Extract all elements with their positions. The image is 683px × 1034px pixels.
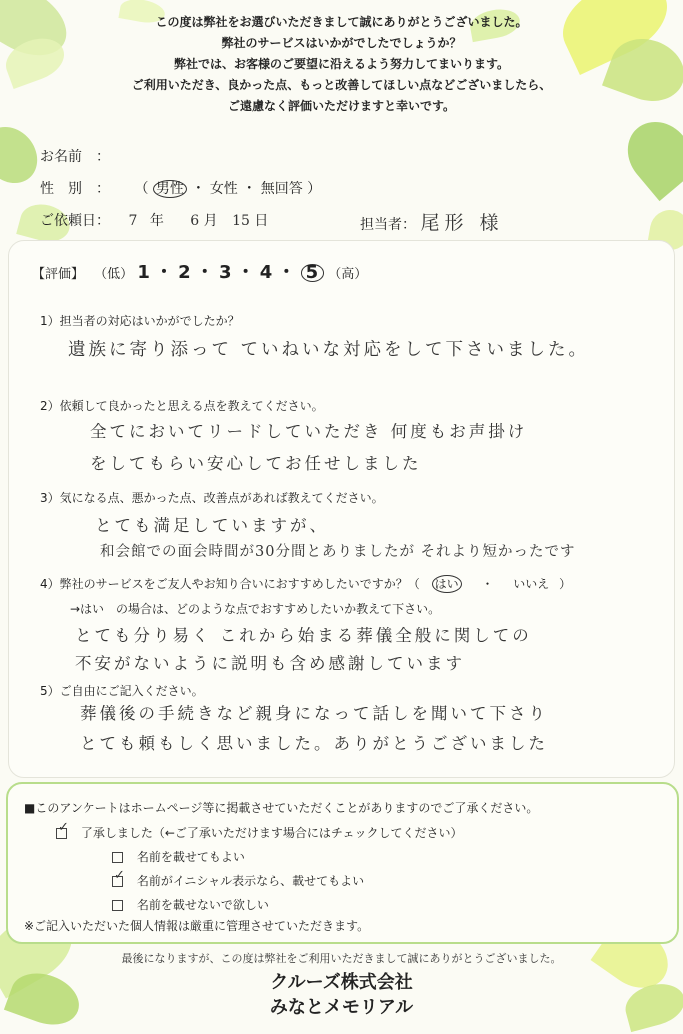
answer-1-line-1: 遺族に寄り添って ていねいな対応をして下さいました。	[68, 340, 590, 360]
question-4-close: ）	[559, 577, 572, 591]
name-label: お名前 ：	[40, 149, 110, 165]
answer-4-line-2: 不安がないように説明も含め感謝しています	[75, 654, 465, 673]
staff-label: 担当者：	[360, 217, 416, 233]
answer-4-line-1: とても分り易く これから始まる葬儀全般に関しての	[75, 626, 532, 645]
date-day: 15	[232, 213, 250, 229]
answer-5-line-1: 葬儀後の手続きなど親身になって話しを聞いて下さり	[80, 704, 548, 723]
greeting-message	[80, 12, 603, 117]
date-day-unit: 日	[254, 213, 269, 229]
date-year: 7	[128, 213, 138, 229]
rating-low-label: （低）	[94, 267, 134, 282]
staff-value: 尾形 様	[420, 212, 504, 234]
rating-option-1[interactable]: 1	[137, 262, 151, 283]
option-checkbox-initials-ok[interactable]	[112, 876, 123, 887]
question-4	[40, 575, 571, 593]
brand-name: みなとメモリアル	[269, 997, 414, 1018]
gender-option-male-selected[interactable]: 男性	[153, 180, 187, 198]
consent-option-row	[112, 872, 364, 889]
gender-open-paren: （	[134, 181, 149, 197]
answer-3-line-2: 和会館での面会時間が30分間とありましたが それより短かったです	[100, 544, 576, 560]
recommend-no[interactable]: いいえ	[513, 577, 550, 591]
option-label: 名前がイニシャル表示なら、載せてもよい	[136, 874, 365, 888]
gender-separator: ・	[191, 181, 206, 197]
greeting-line: 弊社では、お客様のご要望に沿えるよう努力してまいります。	[173, 57, 510, 71]
consent-heading: ■このアンケートはホームページ等に掲載させていただくことがありますのでご了承ください。	[24, 801, 539, 815]
gender-row	[40, 178, 321, 198]
rating-row: 【評価】 （低） 1 ・ 2 ・ 3 ・ 4 ・ 5 （高）	[32, 262, 368, 283]
date-month: 6	[190, 213, 200, 229]
answer-3-line-1: とても満足していますが、	[95, 516, 329, 535]
gender-option-no-answer[interactable]: 無回答	[260, 181, 303, 197]
name-row	[40, 146, 110, 166]
rating-option-5-selected[interactable]: 5	[301, 264, 325, 282]
company-name: クルーズ株式会社	[270, 972, 413, 993]
question-4-followup: →はい の場合は、どのような点でおすすめしたいか教えて下さい。	[70, 602, 441, 616]
greeting-line: 弊社のサービスはいかがでしたでしょうか？	[221, 36, 462, 50]
consent-agree-row	[56, 824, 463, 841]
agree-label: 了承しました（←ご了承いただけます場合にはチェックしてください）	[80, 826, 463, 840]
greeting-line: ご遠慮なく評価いただけますと幸いです。	[227, 99, 456, 113]
gender-close-paren: ）	[307, 181, 322, 197]
option-checkbox-no-name[interactable]	[112, 900, 123, 911]
option-checkbox-name-ok[interactable]	[112, 852, 123, 863]
consent-option-row	[112, 896, 269, 913]
question-1: 1）担当者の対応はいかがでしたか？	[40, 314, 240, 328]
question-5: 5）ご自由にご記入ください。	[40, 684, 204, 698]
question-4-text: 4）弊社のサービスをご友人やお知り合いにおすすめしたいですか？（	[40, 577, 420, 591]
date-year-unit: 年	[149, 213, 164, 229]
date-label: ご依頼日：	[40, 213, 110, 229]
option-label: 名前を載せてもよい	[136, 850, 245, 864]
answer-2-line-1: 全てにおいてリードしていただき 何度もお声掛け	[90, 422, 528, 441]
greeting-line: ご利用いただき、良かった点、もっと改善してほしい点などございましたら、	[131, 78, 552, 92]
date-row	[40, 210, 268, 230]
closing-message: 最後になりますが、この度は弊社をご利用いただきまして誠にありがとうございました。	[121, 952, 562, 965]
answer-5-line-2: とても頼もしく思いました。ありがとうございました	[80, 734, 548, 753]
staff-row	[360, 208, 504, 235]
question-3: 3）気になる点、悪かった点、改善点があれば教えてください。	[40, 491, 384, 505]
option-label: 名前を載せないで欲しい	[136, 898, 269, 912]
consent-option-row	[112, 848, 245, 865]
rating-label: 【評価】	[32, 267, 85, 282]
leaf-decoration	[615, 109, 683, 201]
rating-option-2[interactable]: 2	[178, 262, 192, 283]
privacy-note: ※ご記入いただいた個人情報は厳重に管理させていただきます。	[24, 919, 370, 933]
gender-option-female[interactable]: 女性	[209, 181, 238, 197]
gender-separator: ・	[242, 181, 257, 197]
rating-option-4[interactable]: 4	[259, 262, 274, 283]
rating-option-3[interactable]: 3	[218, 262, 233, 283]
question-2: 2）依頼して良かったと思える点を教えてください。	[40, 399, 324, 413]
date-month-unit: 月	[203, 213, 218, 229]
rating-high-label: （高）	[328, 267, 368, 282]
greeting-line: この度は弊社をお選びいただきまして誠にありがとうございました。	[155, 15, 528, 29]
recommend-yes-selected[interactable]: はい	[432, 575, 462, 593]
recommend-separator: ・	[481, 577, 494, 591]
agree-checkbox[interactable]	[56, 828, 67, 839]
answer-2-line-2: をしてもらい安心してお任せしました	[90, 454, 422, 473]
gender-label: 性 別 ：	[40, 181, 110, 197]
